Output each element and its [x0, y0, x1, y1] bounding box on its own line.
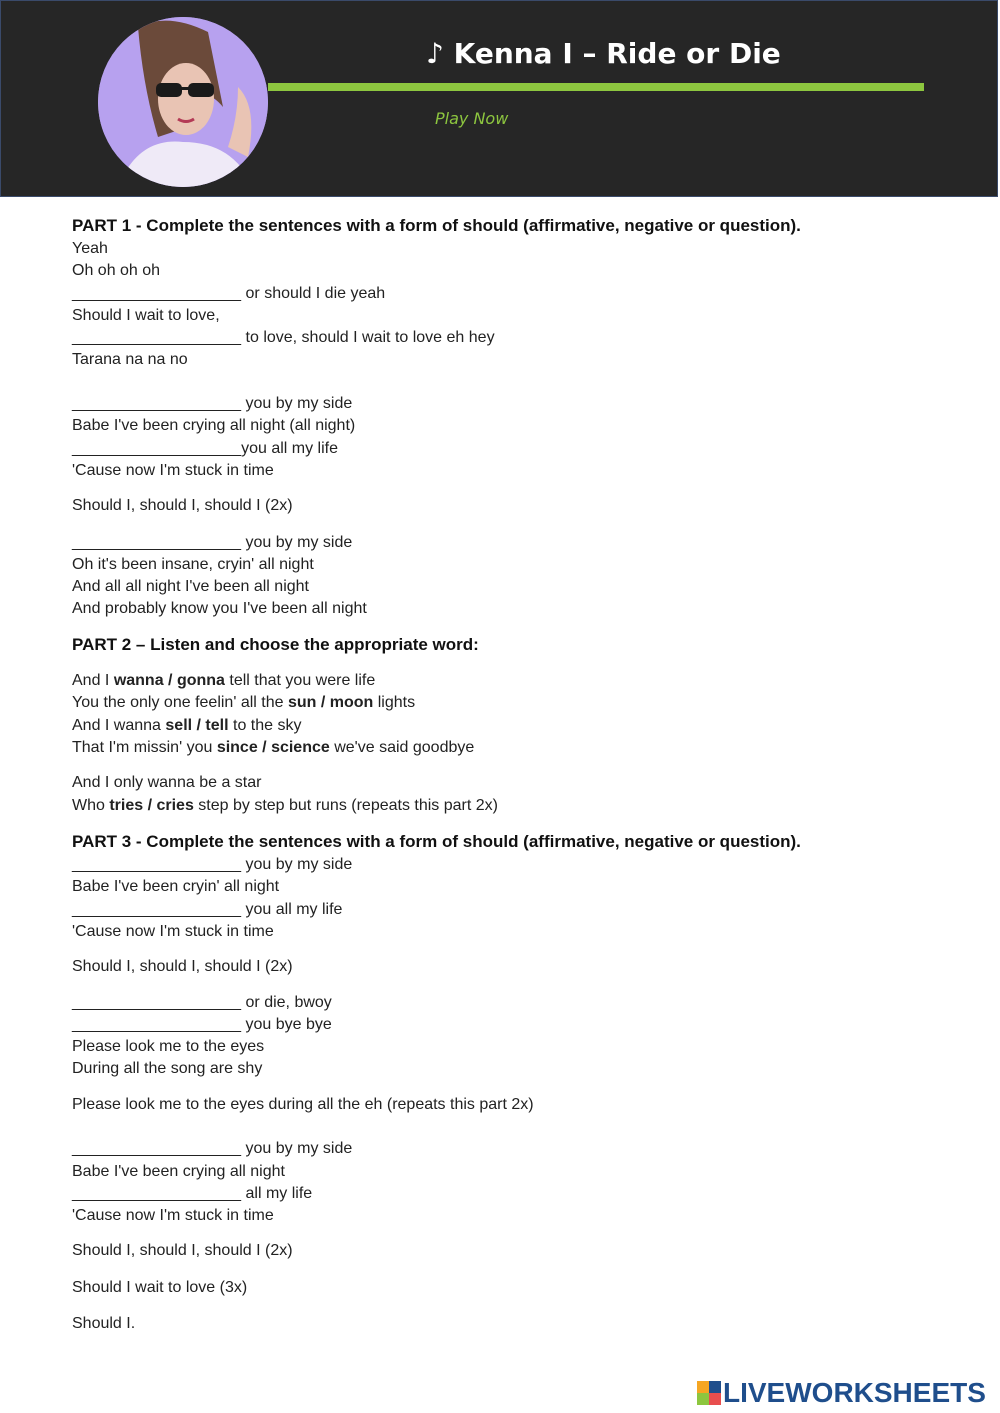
- lyric-text: to love, should I wait to love eh hey: [241, 329, 495, 346]
- fill-blank-line: [72, 284, 385, 304]
- answer-blank[interactable]: ___________________: [72, 285, 242, 302]
- lyric-line: Please look me to the eyes during all the eh (repeats this part 2x): [72, 1096, 534, 1113]
- lyric-line: 'Cause now I'm stuck in time: [72, 1207, 274, 1224]
- lyric-line: Should I.: [72, 1315, 136, 1332]
- choice-line: [72, 671, 375, 691]
- answer-blank[interactable]: ___________________: [72, 1140, 242, 1157]
- lyric-text: And I wanna: [72, 717, 166, 734]
- section-heading: PART 2 – Listen and choose the appropriate word:: [72, 635, 479, 654]
- word-choice[interactable]: sun / moon: [287, 694, 374, 711]
- fill-blank-line: [72, 1139, 352, 1159]
- lyric-text: tell that you were life: [224, 672, 376, 689]
- fill-blank-line: [72, 993, 332, 1013]
- choice-line: [72, 716, 301, 736]
- lyric-text: you by my side: [241, 1140, 353, 1157]
- lyric-text: you all my life: [241, 440, 338, 457]
- lyric-text: And I: [72, 672, 114, 689]
- fill-blank-line: [72, 1015, 332, 1035]
- song-title: ♪ Kenna I – Ride or Die: [426, 37, 781, 70]
- answer-blank[interactable]: ___________________: [72, 994, 242, 1011]
- lyric-text: you by my side: [241, 395, 353, 412]
- answer-blank[interactable]: ___________________: [72, 901, 242, 918]
- answer-blank[interactable]: ___________________: [72, 395, 242, 412]
- lyric-text: or should I die yeah: [241, 285, 386, 302]
- brand-name: LIVEWORKSHEETS: [723, 1377, 986, 1408]
- play-now-link[interactable]: Play Now: [435, 109, 509, 128]
- lyric-line: Tarana na na no: [72, 351, 188, 368]
- lyric-text: you by my side: [241, 534, 353, 551]
- lyric-text: we've said goodbye: [329, 739, 475, 756]
- lyric-line: And probably know you I've been all night: [72, 600, 367, 617]
- fill-blank-line: [72, 533, 352, 553]
- answer-blank[interactable]: ___________________: [72, 1016, 242, 1033]
- liveworksheets-logo: [697, 1377, 986, 1409]
- lyric-line: 'Cause now I'm stuck in time: [72, 462, 274, 479]
- lyric-line: Babe I've been crying all night (all night): [72, 417, 356, 434]
- lyric-text: You the only one feelin' all the: [72, 694, 288, 711]
- lyric-line: 'Cause now I'm stuck in time: [72, 923, 274, 940]
- lyric-line: And all all night I've been all night: [72, 578, 309, 595]
- lyric-text: all my life: [241, 1185, 313, 1202]
- lyric-line: Oh it's been insane, cryin' all night: [72, 556, 314, 573]
- lyric-line: Should I, should I, should I (2x): [72, 958, 293, 975]
- word-choice[interactable]: wanna / gonna: [113, 672, 225, 689]
- word-choice[interactable]: tries / cries: [109, 797, 194, 814]
- accent-bar: [268, 83, 924, 91]
- word-choice[interactable]: since / science: [216, 739, 330, 756]
- lyric-text: That I'm missin' you: [72, 739, 217, 756]
- fill-blank-line: [72, 1184, 312, 1204]
- section-heading: PART 1 - Complete the sentences with a form of should (affirmative, negative or question).: [72, 216, 801, 235]
- answer-blank[interactable]: ___________________: [72, 1185, 242, 1202]
- artist-photo: [98, 17, 268, 187]
- fill-blank-line: [72, 328, 495, 348]
- fill-blank-line: [72, 439, 338, 459]
- lyric-text: lights: [373, 694, 416, 711]
- worksheet-header: [0, 0, 998, 197]
- choice-line: [72, 796, 498, 816]
- lyric-line: Babe I've been cryin' all night: [72, 878, 280, 895]
- word-choice[interactable]: sell / tell: [165, 717, 229, 734]
- lyric-line: Oh oh oh oh: [72, 262, 161, 279]
- lyric-line: Please look me to the eyes: [72, 1038, 265, 1055]
- choice-line: [72, 693, 415, 713]
- fill-blank-line: [72, 855, 352, 875]
- lyric-text: step by step but runs (repeats this part 2x): [193, 797, 498, 814]
- answer-blank[interactable]: ___________________: [72, 329, 242, 346]
- lyric-line: During all the song are shy: [72, 1060, 263, 1077]
- lyric-line: And I only wanna be a star: [72, 774, 262, 791]
- fill-blank-line: [72, 900, 342, 920]
- lyric-line: Should I wait to love (3x): [72, 1279, 248, 1296]
- lyric-line: Should I wait to love,: [72, 307, 220, 324]
- lyric-line: Babe I've been crying all night: [72, 1163, 285, 1180]
- answer-blank[interactable]: ___________________: [72, 440, 242, 457]
- lyric-text: to the sky: [228, 717, 302, 734]
- lyric-text: you bye bye: [241, 1016, 332, 1033]
- answer-blank[interactable]: ___________________: [72, 534, 242, 551]
- answer-blank[interactable]: ___________________: [72, 856, 242, 873]
- lyric-line: Should I, should I, should I (2x): [72, 497, 293, 514]
- fill-blank-line: [72, 394, 352, 414]
- logo-mark-icon: [697, 1381, 721, 1405]
- lyric-text: Who: [72, 797, 110, 814]
- choice-line: [72, 738, 474, 758]
- lyric-line: Should I, should I, should I (2x): [72, 1242, 293, 1259]
- lyric-text: you all my life: [241, 901, 343, 918]
- lyric-text: you by my side: [241, 856, 353, 873]
- lyric-text: or die, bwoy: [241, 994, 332, 1011]
- lyric-line: Yeah: [72, 240, 108, 257]
- section-heading: PART 3 - Complete the sentences with a form of should (affirmative, negative or question).: [72, 832, 801, 851]
